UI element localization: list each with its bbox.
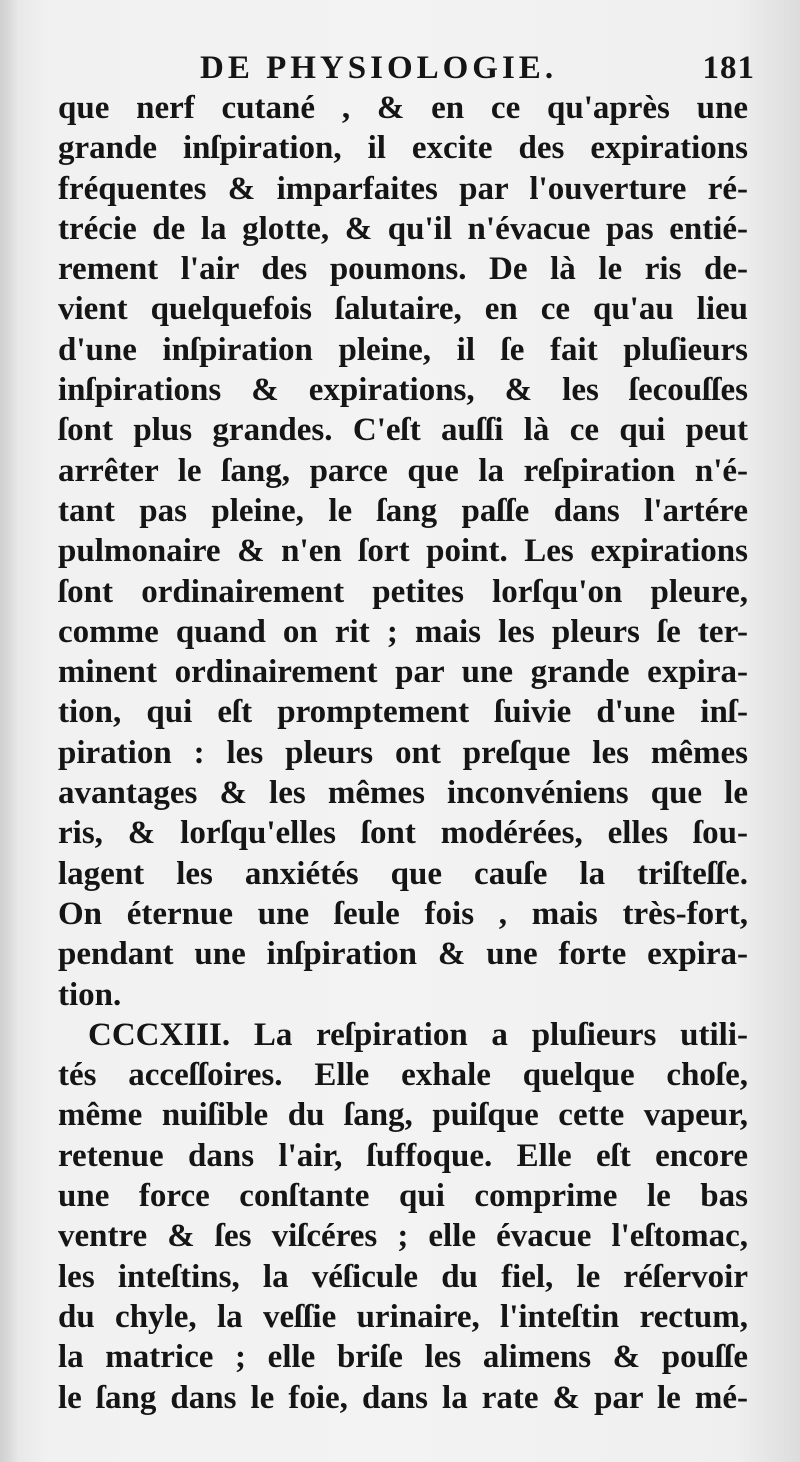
text-line: pendant une inſpiration & une forte expira- xyxy=(58,936,748,973)
text-line: même nuiſible du ſang, puiſque cette vapeur, xyxy=(58,1097,748,1134)
text-line: les inteſtins, la véſicule du fiel, le réſervoir xyxy=(58,1258,748,1295)
text-line: ſont plus grandes. C'eſt auſſi là ce qui peut xyxy=(58,412,748,449)
page-gutter-shadow xyxy=(0,0,18,1462)
text-line: retenue dans l'air, ſuffoque. Elle eſt encore xyxy=(58,1137,748,1174)
text-line: d'une inſpiration pleine, il ſe fait pluſieurs xyxy=(58,331,748,368)
text-line: tant pas pleine, le ſang paſſe dans l'artére xyxy=(58,492,748,529)
text-line: avantages & les mêmes inconvéniens que le xyxy=(58,775,748,812)
paragraph-1 xyxy=(58,88,748,1015)
text-line: le ſang dans le foie, dans la rate & par le mé- xyxy=(58,1379,748,1416)
text-line: lagent les anxiétés que cauſe la triſteſſe. xyxy=(58,855,748,892)
text-line: du chyle, la veſſie urinaire, l'inteſtin rectum, xyxy=(58,1298,748,1335)
text-line: CCCXIII. La reſpiration a pluſieurs utili- xyxy=(88,1016,748,1053)
text-line: arrêter le ſang, parce que la reſpiration n'é- xyxy=(58,452,748,489)
text-line: tion, qui eſt promptement ſuivie d'une inſ- xyxy=(58,694,748,731)
text-line: tion. xyxy=(58,976,122,1013)
text-line: tés acceſſoires. Elle exhale quelque choſe, xyxy=(58,1057,748,1094)
body-text xyxy=(58,88,748,1418)
text-line: ris, & lorſqu'elles ſont modérées, elles ſou- xyxy=(58,815,748,852)
text-line: que nerf cutané , & en ce qu'après une xyxy=(58,90,748,126)
text-line: inſpirations & expirations, & les ſecouſſes xyxy=(58,372,748,409)
text-line: trécie de la glotte, & qu'il n'évacue pas entié- xyxy=(58,210,748,247)
text-line: piration : les pleurs ont preſque les mêmes xyxy=(58,734,748,771)
page-number: 181 xyxy=(702,50,755,86)
paragraph-2 xyxy=(58,1015,748,1418)
text-line: rement l'air des poumons. De là le ris de- xyxy=(58,251,748,288)
text-line: grande inſpiration, il excite des expirations xyxy=(58,130,748,167)
text-line: vient quelquefois ſalutaire, en ce qu'au lieu xyxy=(58,291,748,328)
text-line: une force conſtante qui comprime le bas xyxy=(58,1178,748,1215)
text-line: On éternue une ſeule fois , mais très-fort, xyxy=(58,895,748,932)
text-line: ventre & ſes viſcéres ; elle évacue l'eſtomac, xyxy=(58,1218,748,1255)
running-head-title: DE PHYSIOLOGIE. xyxy=(200,50,558,86)
text-line: pulmonaire & n'en ſort point. Les expirations xyxy=(58,533,748,570)
text-line: fréquentes & imparfaites par l'ouverture ré- xyxy=(58,170,748,207)
running-head xyxy=(200,48,755,88)
text-line: comme quand on rit ; mais les pleurs ſe ter- xyxy=(58,613,748,650)
text-line: minent ordinairement par une grande expira- xyxy=(58,654,748,691)
text-line: la matrice ; elle briſe les alimens & pouſſe xyxy=(58,1339,748,1376)
text-line: ſont ordinairement petites lorſqu'on pleure, xyxy=(58,573,748,610)
